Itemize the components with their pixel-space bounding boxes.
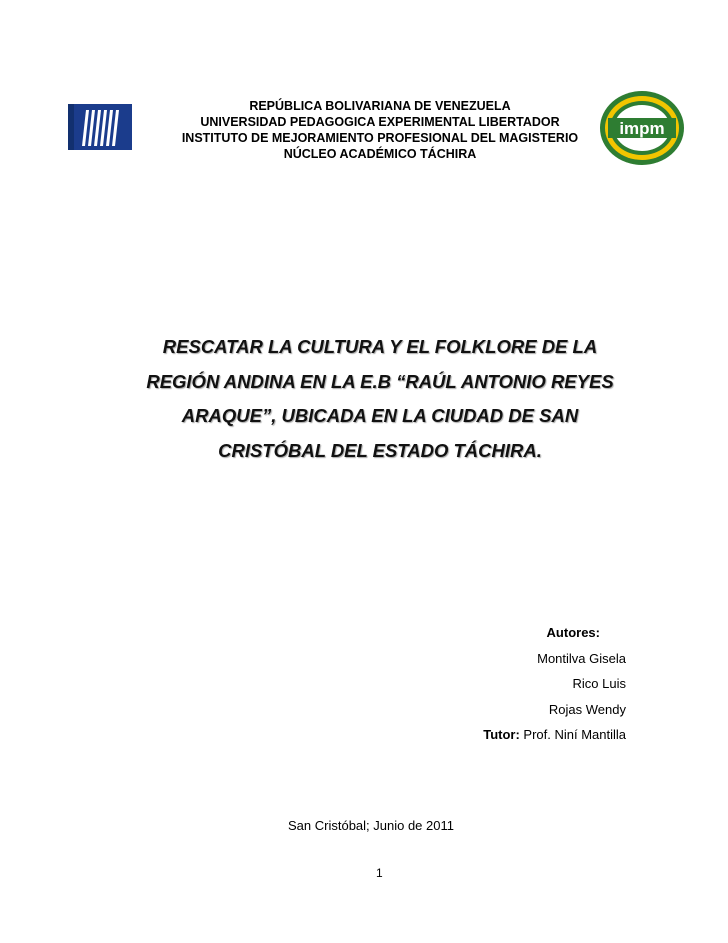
authors-block [483,620,626,748]
tutor-name: Prof. Niní Mantilla [523,727,626,742]
title-line-2: REGIÓN ANDINA EN LA E.B “RAÚL ANTONIO REYES [146,370,614,392]
author-name: Rico Luis [572,676,626,691]
impm-logo-text: impm [619,119,665,138]
title-line-4: CRISTÓBAL DEL ESTADO TÁCHIRA. [218,439,542,461]
title-line-3: ARAQUE”, UBICADA EN LA CIUDAD DE SAN [181,405,579,426]
header-line-institute: INSTITUTO DE MEJORAMIENTO PROFESIONAL DEL MAGISTERIO [181,131,579,145]
tutor-line [483,722,626,748]
header-line-nucleus: NÚCLEO ACADÉMICO TÁCHIRA [283,147,477,161]
institution-header [140,98,620,162]
tutor-label: Tutor: [483,727,524,742]
title-line-1: RESCATAR LA CULTURA Y EL FOLKLORE DE LA [162,336,598,357]
upel-logo-icon [68,104,132,150]
authors-label: Autores: [546,625,600,640]
document-title [110,330,650,468]
place-date: San Cristóbal; Junio de 2011 [288,818,454,833]
author-name: Montilva Gisela [537,650,626,666]
header-line-country: REPÚBLICA BOLIVARIANA DE VENEZUELA [249,99,511,113]
author-name: Rojas Wendy [548,701,626,717]
header-line-university: UNIVERSIDAD PEDAGOGICA EXPERIMENTAL LIBERTADOR [200,115,560,129]
page-number: 1 [376,866,383,880]
